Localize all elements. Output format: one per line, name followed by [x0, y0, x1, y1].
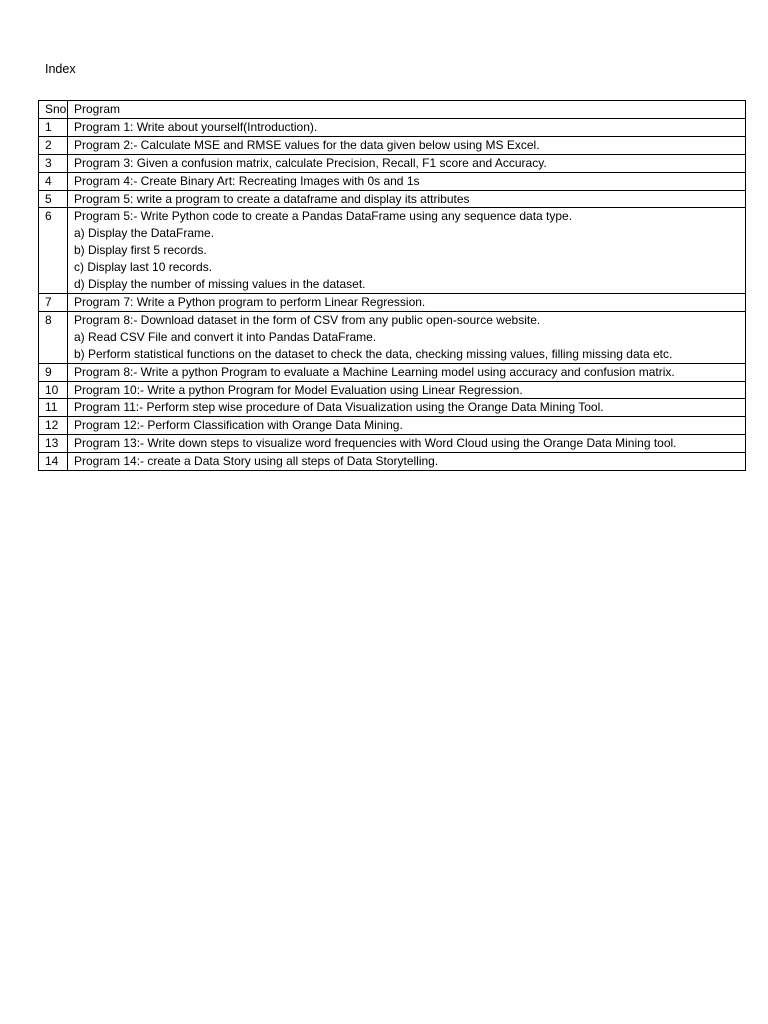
program-line: Program 10:- Write a python Program for Model Evaluation using Linear Regression.	[74, 382, 523, 397]
row-sno: 4	[39, 172, 68, 190]
program-line: Program 4:- Create Binary Art: Recreating Images with 0s and 1s	[74, 173, 420, 188]
header-sno: Sno	[39, 101, 68, 119]
header-program: Program	[68, 101, 746, 119]
row-program	[68, 453, 746, 471]
program-line: Program 2:- Calculate MSE and RMSE values for the data given below using MS Excel.	[74, 137, 540, 152]
program-line: c) Display last 10 records.	[74, 260, 213, 275]
row-program	[68, 172, 746, 190]
row-sno: 10	[39, 381, 68, 399]
row-sno: 3	[39, 154, 68, 172]
table-row	[39, 208, 746, 294]
row-program	[68, 399, 746, 417]
row-program	[68, 311, 746, 363]
table-row	[39, 311, 746, 363]
row-sno: 2	[39, 136, 68, 154]
row-program	[68, 417, 746, 435]
table-row	[39, 190, 746, 208]
row-program	[68, 363, 746, 381]
row-program	[68, 118, 746, 136]
table-row	[39, 363, 746, 381]
program-line: d) Display the number of missing values in the dataset.	[74, 277, 366, 292]
row-program	[68, 293, 746, 311]
row-program	[68, 154, 746, 172]
row-program	[68, 208, 746, 294]
row-program	[68, 190, 746, 208]
table-row	[39, 293, 746, 311]
row-sno: 1	[39, 118, 68, 136]
program-line: Program 7: Write a Python program to perform Linear Regression.	[74, 294, 426, 309]
row-program	[68, 381, 746, 399]
table-row	[39, 453, 746, 471]
row-sno: 13	[39, 435, 68, 453]
row-sno: 8	[39, 311, 68, 363]
table-row	[39, 435, 746, 453]
program-line: a) Read CSV File and convert it into Pandas DataFrame.	[74, 329, 377, 344]
table-row	[39, 154, 746, 172]
index-table	[38, 100, 746, 471]
row-program	[68, 136, 746, 154]
program-line: Program 5: write a program to create a dataframe and display its attributes	[74, 191, 470, 206]
table-row	[39, 381, 746, 399]
row-sno: 14	[39, 453, 68, 471]
program-line: Program 3: Given a confusion matrix, calculate Precision, Recall, F1 score and Accuracy.	[74, 155, 547, 170]
program-line: Program 8:- Download dataset in the form of CSV from any public open-source website.	[74, 312, 541, 327]
row-sno: 11	[39, 399, 68, 417]
table-body	[39, 118, 746, 470]
program-line: a) Display the DataFrame.	[74, 226, 215, 241]
table-header-row	[39, 101, 746, 119]
program-line: Program 14:- create a Data Story using all steps of Data Storytelling.	[74, 454, 439, 469]
row-sno: 5	[39, 190, 68, 208]
row-sno: 6	[39, 208, 68, 294]
program-line: Program 13:- Write down steps to visualize word frequencies with Word Cloud using the Orange Data Mining tool.	[74, 436, 677, 451]
row-program	[68, 435, 746, 453]
program-line: Program 8:- Write a python Program to evaluate a Machine Learning model using accuracy and confusion matrix.	[74, 364, 675, 379]
program-line: Program 11:- Perform step wise procedure of Data Visualization using the Orange Data Mining Tool.	[74, 400, 604, 415]
program-line: Program 12:- Perform Classification with Orange Data Mining.	[74, 418, 403, 433]
row-sno: 7	[39, 293, 68, 311]
program-line: b) Perform statistical functions on the dataset to check the data, checking missing values, filling missing data etc.	[74, 346, 673, 361]
table-row	[39, 399, 746, 417]
table-row	[39, 118, 746, 136]
program-line: b) Display first 5 records.	[74, 243, 207, 258]
table-row	[39, 417, 746, 435]
program-line: Program 1: Write about yourself(Introduction).	[74, 119, 318, 134]
table-row	[39, 136, 746, 154]
page-title: Index	[45, 62, 76, 76]
table-row	[39, 172, 746, 190]
row-sno: 9	[39, 363, 68, 381]
row-sno: 12	[39, 417, 68, 435]
program-line: Program 5:- Write Python code to create a Pandas DataFrame using any sequence data type.	[74, 209, 573, 224]
